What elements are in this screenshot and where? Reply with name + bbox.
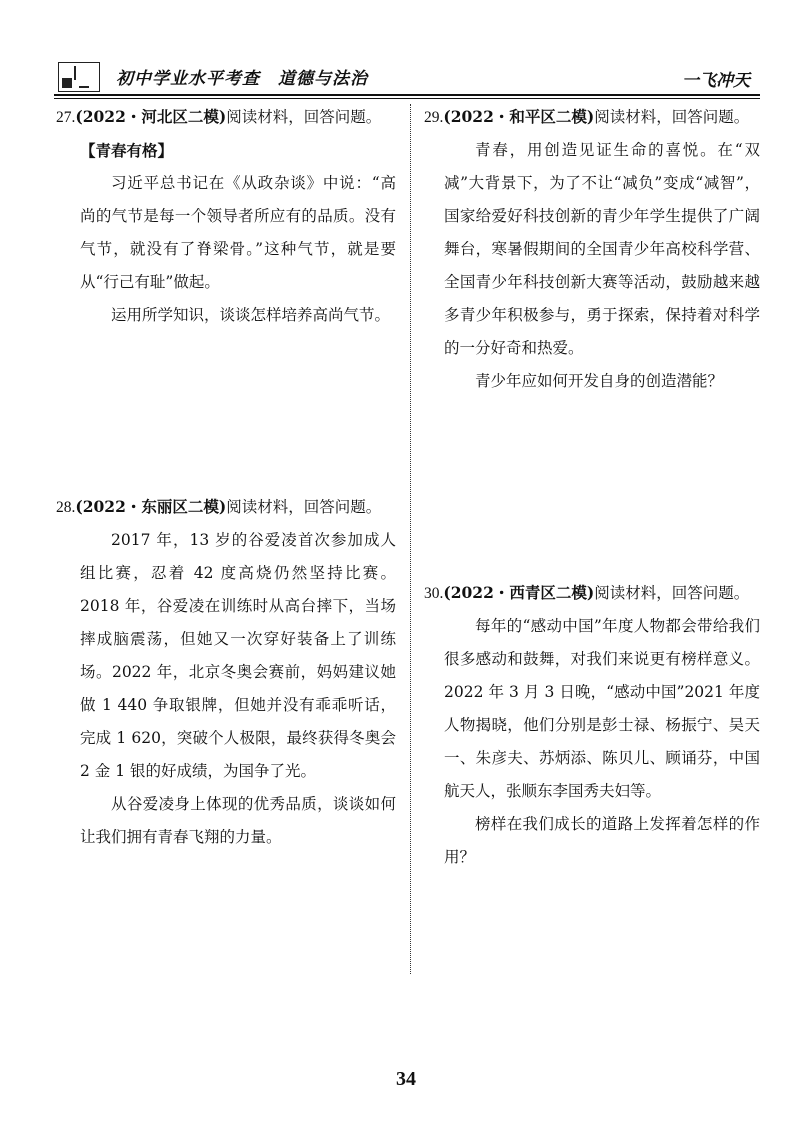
question-30: [424, 576, 760, 874]
question-source: (2022・和平区二模): [443, 107, 595, 126]
material-paragraph: 习近平总书记在《从政杂谈》中说：“高尚的气节是每一个领导者所应有的品质。没有气节，就没有了脊梁骨。”这种气节，就是要从“行己有耻”做起。: [80, 174, 396, 291]
question-number: 30.: [424, 585, 444, 602]
question-number: 28.: [56, 499, 76, 516]
question-number: 29.: [424, 109, 444, 126]
question-number: 27.: [56, 109, 76, 126]
question-heading: [424, 100, 760, 134]
question-29: [424, 100, 760, 398]
question-heading: [56, 490, 396, 524]
question-instruction: 阅读材料，回答问题。: [594, 108, 750, 126]
question-prompt: 青少年应如何开发自身的创造潜能？: [475, 372, 724, 390]
question-source: (2022・河北区二模): [75, 107, 227, 126]
question-heading: [56, 100, 396, 134]
header-rule: [54, 94, 760, 96]
question-28: [56, 490, 396, 854]
header-title: 初中学业水平考查 道德与法治: [116, 69, 368, 89]
question-instruction: 阅读材料，回答问题。: [226, 498, 382, 516]
question-source: (2022・东丽区二模): [75, 497, 227, 516]
material-paragraph: 青春，用创造见证生命的喜悦。在“双减”大背景下，为了不让“减负”变成“减智”，国家给爱好科技创新的青少年学生提供了广阔舞台，寒暑假期间的全国青少年高校科学营、全国青少年科技创新大赛等活动，鼓励越来越多青少年积极参与，勇于探索，保持着对科学的一分好奇和热爱。: [444, 141, 760, 357]
material-paragraph: 每年的“感动中国”年度人物都会带给我们很多感动和鼓舞，对我们来说更有榜样意义。2022 年 3 月 3 日晚，“感动中国”2021 年度人物揭晓，他们分别是彭士禄、杨振宁、吴天一、朱彦夫、苏炳添、陈贝儿、顾诵芬，中国航天人，张顺东李国秀夫妇等。: [444, 617, 760, 800]
header-brand: 一飞冲天: [682, 71, 750, 91]
question-instruction: 阅读材料，回答问题。: [226, 108, 382, 126]
page-number: 34: [396, 1068, 416, 1090]
section-tag: 【青春有格】: [80, 141, 174, 160]
question-27: [56, 100, 396, 332]
question-prompt: 榜样在我们成长的道路上发挥着怎样的作用？: [444, 815, 760, 866]
question-prompt: 运用所学知识，谈谈怎样培养高尚气节。: [111, 306, 391, 324]
question-prompt: 从谷爱凌身上体现的优秀品质，谈谈如何让我们拥有青春飞翔的力量。: [80, 795, 396, 846]
page-header: [50, 60, 760, 96]
question-source: (2022・西青区二模): [443, 583, 595, 602]
question-heading: [424, 576, 760, 610]
question-instruction: 阅读材料，回答问题。: [594, 584, 750, 602]
header-logo-icon: [58, 62, 100, 92]
column-divider: [410, 104, 411, 974]
material-paragraph: 2017 年，13 岁的谷爱凌首次参加成人组比赛，忍着 42 度高烧仍然坚持比赛。2018 年，谷爱凌在训练时从高台摔下，当场摔成脑震荡，但她又一次穿好装备上了训练场。2022 年，北京冬奥会赛前，妈妈建议她做 1 440 争取银牌，但她并没有乖乖听话，完成 1 620，突破个人极限，最终获得冬奥会 2 金 1 银的好成绩，为国争了光。: [80, 531, 396, 780]
header-rule-thin: [54, 98, 760, 99]
